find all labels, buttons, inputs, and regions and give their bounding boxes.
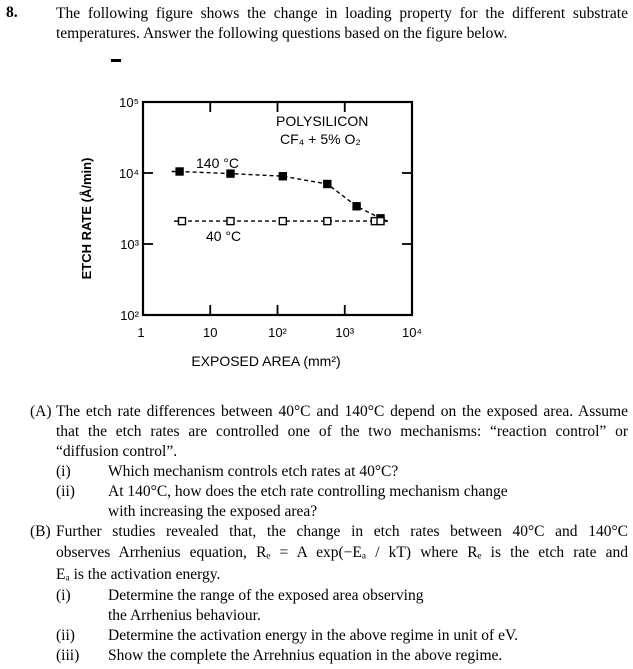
data-point-40c bbox=[279, 218, 286, 225]
part-a-item-1-text: Which mechanism controls etch rates at 40°C? bbox=[108, 463, 399, 480]
part-a-item-1-label: (i) bbox=[56, 463, 71, 480]
plot-border bbox=[143, 102, 412, 315]
x-tick-label: 10 bbox=[203, 325, 218, 340]
y-tick-label: 10⁴ bbox=[118, 166, 139, 181]
part-b-item-3-text: Show the complete the Arrehnius equation in the above regime. bbox=[108, 647, 503, 664]
series-label-140c: 140 °C bbox=[196, 155, 239, 171]
part-a-item-2-text-cont: with increasing the exposed area? bbox=[108, 503, 318, 520]
part-b-item-1-text-cont: the Arrhenius behaviour. bbox=[108, 607, 261, 624]
part-a-item-2-text: At 140°C, how does the etch rate controlling mechanism change bbox=[108, 483, 508, 500]
y-tick-label: 10² bbox=[120, 308, 139, 323]
data-point-40c bbox=[227, 218, 234, 225]
data-point-140c bbox=[279, 173, 286, 180]
part-b-item-1-label: (i) bbox=[56, 587, 71, 604]
data-point-140c bbox=[176, 168, 183, 175]
part-b-line-3: Eₐ is the activation energy. bbox=[56, 566, 221, 583]
x-tick-label: 10⁴ bbox=[401, 325, 423, 340]
y-tick-label: 10³ bbox=[120, 237, 139, 252]
text-cursor bbox=[111, 59, 121, 62]
x-axis-label: EXPOSED AREA (mm²) bbox=[191, 353, 341, 369]
part-b-label: (B) bbox=[30, 523, 51, 540]
part-b-item-2-label: (ii) bbox=[56, 627, 75, 644]
data-point-140c bbox=[227, 170, 234, 177]
chart-annotation-gas: CF₄ + 5% O₂ bbox=[280, 131, 361, 147]
part-b-item-2-text: Determine the activation energy in the above regime in unit of eV. bbox=[108, 627, 519, 644]
data-point-140c bbox=[353, 203, 360, 210]
series-label-40c: 40 °C bbox=[206, 228, 242, 244]
data-point-40c bbox=[377, 218, 384, 225]
part-b-line-2: observes Arrhenius equation, Rₑ = A exp(−Eₐ / kT) where Rₑ is the etch rate and bbox=[56, 544, 628, 561]
x-tick-label: 1 bbox=[137, 325, 145, 340]
part-b-line-1: Further studies revealed that, the change in etch rates between 40°C and 140°C bbox=[56, 523, 628, 540]
part-a-label: (A) bbox=[30, 403, 52, 420]
data-point-40c bbox=[178, 218, 185, 225]
chart-annotation-material: POLYSILICON bbox=[276, 113, 369, 129]
chart-frame bbox=[143, 102, 412, 315]
question-number: 8. bbox=[6, 4, 18, 21]
part-b-item-3-label: (iii) bbox=[56, 647, 80, 664]
x-tick-label: 10³ bbox=[335, 325, 355, 340]
y-tick-label: 10⁵ bbox=[119, 95, 139, 110]
part-a-item-2-label: (ii) bbox=[56, 483, 75, 500]
data-point-40c bbox=[324, 218, 331, 225]
chart-series bbox=[172, 168, 391, 225]
y-axis-label: ETCH RATE (Å/min) bbox=[79, 157, 94, 280]
etch-rate-chart bbox=[70, 86, 440, 376]
part-a-text: The etch rate differences between 40°C and 140°C depend on the exposed area. Assume that the etch rates are controlled one of the two mechanisms: “reaction control” or “diffusion control”. bbox=[56, 403, 628, 460]
part-b-item-1-text: Determine the range of the exposed area observing bbox=[108, 587, 424, 604]
data-point-140c bbox=[324, 180, 331, 187]
question-intro: The following figure shows the change in loading property for the different substrate temperatures. Answer the following questions based on the figure below. bbox=[56, 5, 628, 42]
x-tick-label: 10² bbox=[268, 325, 287, 340]
